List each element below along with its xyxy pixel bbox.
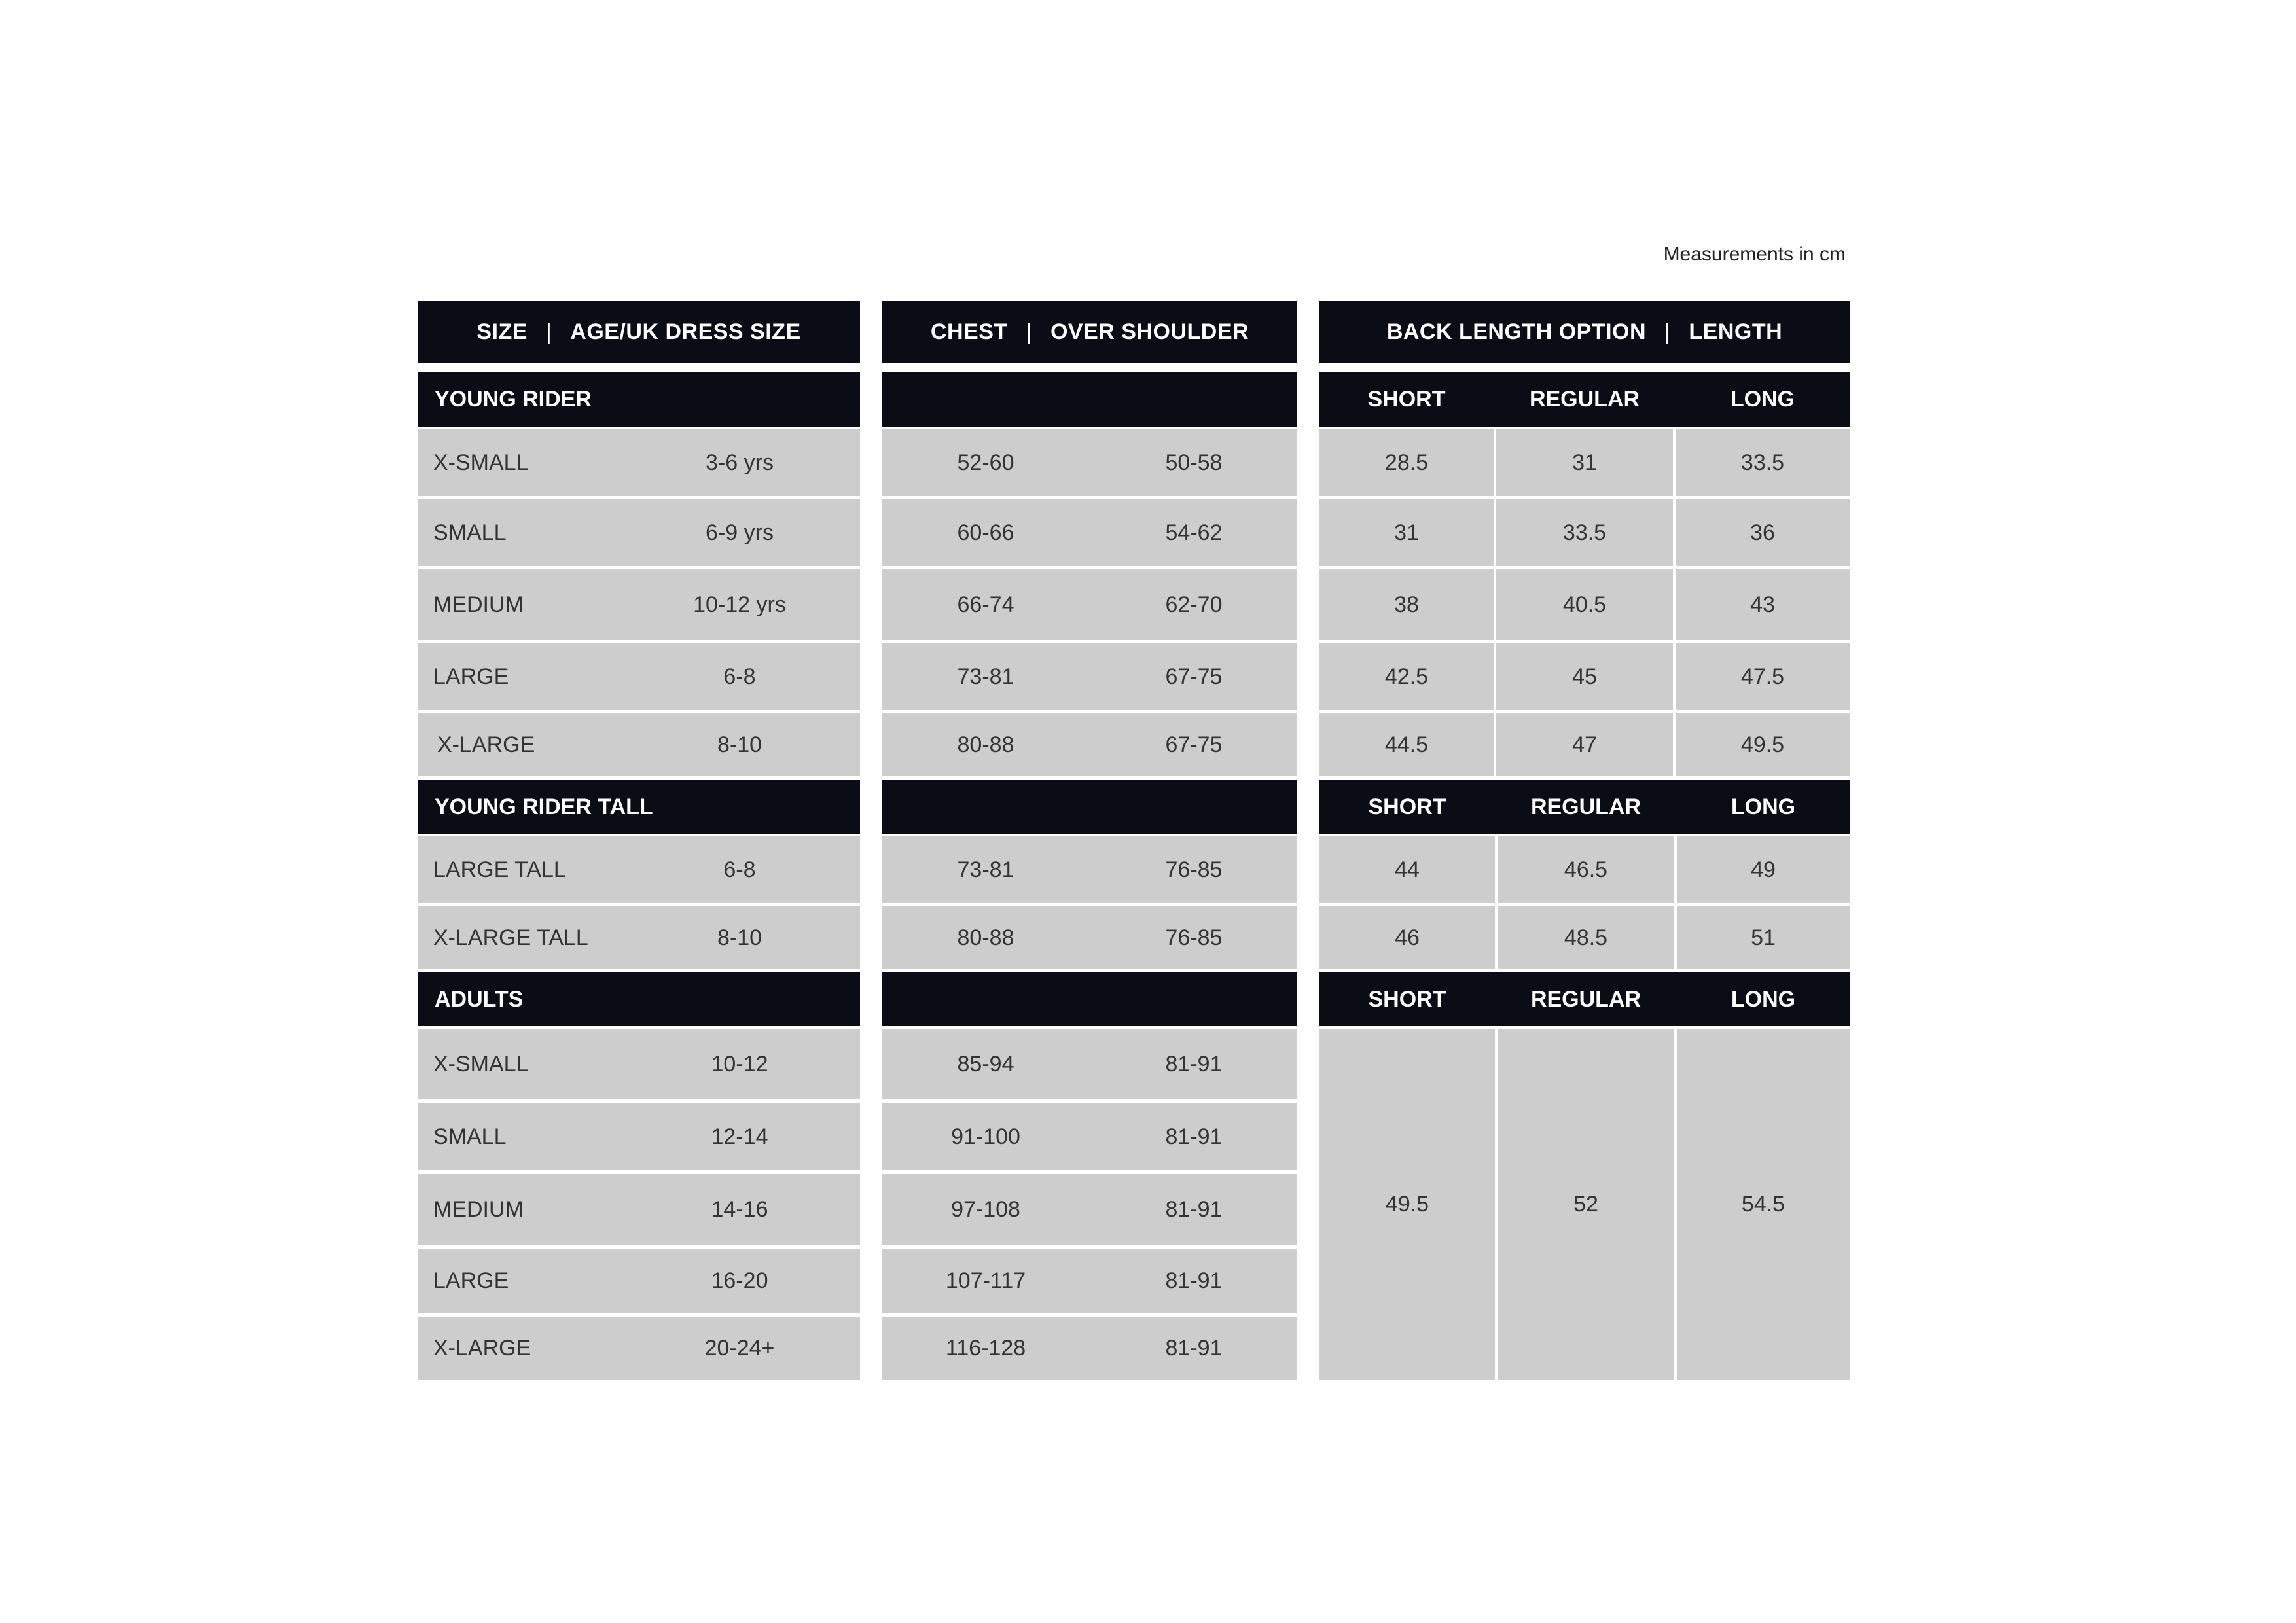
- cell-value: 10-12: [711, 1051, 768, 1077]
- adult-short-length-cell: [1319, 1029, 1495, 1380]
- size-column-header: [418, 301, 860, 363]
- cell-value: LARGE: [433, 664, 509, 689]
- measurement-unit-note: Measurements in cm: [1663, 243, 1846, 265]
- cell-value: 16-20: [711, 1268, 768, 1293]
- long-length-cell: [1676, 429, 1850, 496]
- chest-value: [882, 1029, 1089, 1099]
- short-length-cell: [1319, 713, 1494, 776]
- cell-value: MEDIUM: [433, 1196, 524, 1222]
- cell-value: SMALL: [433, 1124, 507, 1149]
- cell-value: 8-10: [717, 732, 762, 757]
- shoulder-value: [1090, 1103, 1297, 1170]
- cell-value: 51: [1751, 925, 1776, 950]
- cell-value: 52-60: [957, 450, 1014, 475]
- back-length-column-header: [1319, 301, 1850, 363]
- age-cell: [674, 836, 805, 903]
- chest-value: [882, 1317, 1089, 1380]
- size-header-label: SIZE: [476, 319, 528, 344]
- shoulder-header-label: OVER SHOULDER: [1050, 319, 1249, 344]
- shoulder-value: [1090, 1249, 1297, 1313]
- cell-value: 33.5: [1562, 520, 1607, 545]
- cell-value: X-SMALL: [433, 450, 529, 475]
- section-bar-chest: [882, 780, 1297, 834]
- short-length-cell: [1319, 643, 1494, 710]
- length-label-long: LONG: [1731, 794, 1796, 819]
- age-cell: [674, 1174, 805, 1245]
- cell-value: 67-75: [1165, 732, 1223, 757]
- cell-value: 60-66: [957, 520, 1014, 545]
- section-title-label: YOUNG RIDER: [435, 386, 592, 412]
- cell-value: X-SMALL: [433, 1051, 529, 1077]
- long-length-cell: [1677, 836, 1850, 903]
- cell-value: 91-100: [951, 1124, 1020, 1149]
- cell-value: 76-85: [1165, 925, 1223, 950]
- length-label-long: LONG: [1731, 986, 1796, 1012]
- section-title-young-rider-tall: [418, 780, 860, 834]
- long-length-cell: [1676, 569, 1850, 640]
- cell-value: 42.5: [1384, 664, 1429, 689]
- cell-value: 47.5: [1740, 664, 1785, 689]
- long-length-cell: [1676, 713, 1850, 776]
- cell-value: 31: [1572, 450, 1597, 475]
- header-separator: |: [1026, 319, 1032, 344]
- section-title-adults: [418, 972, 860, 1026]
- cell-value: 3-6 yrs: [706, 450, 774, 475]
- cell-value: LARGE: [433, 1268, 509, 1293]
- cell-value: 49.5: [1385, 1191, 1429, 1217]
- section-bar-chest: [882, 972, 1297, 1026]
- length-label-regular: REGULAR: [1530, 794, 1641, 819]
- shoulder-value: [1090, 1174, 1297, 1245]
- regular-length-cell: [1496, 713, 1673, 776]
- length-label-regular: REGULAR: [1530, 986, 1641, 1012]
- cell-value: 46.5: [1564, 857, 1608, 882]
- length-label-long: LONG: [1730, 386, 1795, 412]
- cell-value: 6-9 yrs: [706, 520, 774, 545]
- length-label-short: SHORT: [1368, 794, 1446, 819]
- cell-value: 81-91: [1165, 1051, 1223, 1077]
- chest-value: [882, 1174, 1089, 1245]
- chest-value: [882, 906, 1089, 969]
- length-header-label: LENGTH: [1689, 319, 1783, 344]
- age-cell: [674, 643, 805, 710]
- section-title-label: YOUNG RIDER TALL: [435, 794, 653, 819]
- cell-value: 31: [1394, 520, 1419, 545]
- shoulder-value: [1090, 429, 1297, 496]
- age-cell: [674, 429, 805, 496]
- cell-value: X-LARGE: [437, 732, 535, 757]
- short-length-cell: [1319, 429, 1494, 496]
- cell-value: 28.5: [1384, 450, 1429, 475]
- shoulder-value: [1090, 643, 1297, 710]
- short-length-cell: [1319, 836, 1495, 903]
- cell-value: 62-70: [1165, 592, 1223, 617]
- regular-length-cell: [1496, 499, 1673, 566]
- shoulder-value: [1090, 1029, 1297, 1099]
- shoulder-value: [1090, 1317, 1297, 1380]
- shoulder-value: [1090, 569, 1297, 640]
- length-label-regular: REGULAR: [1529, 386, 1640, 412]
- long-length-cell: [1676, 499, 1850, 566]
- shoulder-value: [1090, 836, 1297, 903]
- cell-value: 81-91: [1165, 1268, 1223, 1293]
- chest-value: [882, 429, 1089, 496]
- age-cell: [674, 713, 805, 776]
- long-length-cell: [1677, 906, 1850, 969]
- cell-value: 73-81: [957, 664, 1014, 689]
- cell-value: 6-8: [723, 857, 756, 882]
- age-cell: [674, 906, 805, 969]
- back-length-header-label: BACK LENGTH OPTION: [1386, 319, 1647, 344]
- cell-value: 43: [1750, 592, 1775, 617]
- chest-value: [882, 643, 1089, 710]
- cell-value: 45: [1572, 664, 1597, 689]
- cell-value: 48.5: [1564, 925, 1608, 950]
- cell-value: 116-128: [945, 1335, 1026, 1361]
- shoulder-value: [1090, 713, 1297, 776]
- cell-value: 54-62: [1165, 520, 1223, 545]
- short-length-cell: [1319, 906, 1495, 969]
- shoulder-value: [1090, 906, 1297, 969]
- cell-value: 12-14: [711, 1124, 768, 1149]
- age-header-label: AGE/UK DRESS SIZE: [570, 319, 801, 344]
- cell-value: 20-24+: [704, 1335, 775, 1361]
- shoulder-value: [1090, 499, 1297, 566]
- cell-value: 81-91: [1165, 1124, 1223, 1149]
- cell-value: 8-10: [717, 925, 762, 950]
- age-cell: [674, 1249, 805, 1313]
- cell-value: X-LARGE TALL: [433, 925, 588, 950]
- cell-value: 85-94: [957, 1051, 1014, 1077]
- cell-value: SMALL: [433, 520, 507, 545]
- cell-value: 49.5: [1740, 732, 1785, 757]
- cell-value: 66-74: [957, 592, 1014, 617]
- cell-value: 33.5: [1740, 450, 1785, 475]
- chest-value: [882, 1103, 1089, 1170]
- age-cell: [674, 499, 805, 566]
- long-length-cell: [1676, 643, 1850, 710]
- section-title-label: ADULTS: [435, 986, 524, 1012]
- cell-value: 44: [1395, 857, 1420, 882]
- section-title-young-rider: [418, 372, 860, 427]
- short-length-cell: [1319, 569, 1494, 640]
- cell-value: 81-91: [1165, 1335, 1223, 1361]
- adult-regular-length-cell: [1498, 1029, 1674, 1380]
- cell-value: 80-88: [957, 732, 1014, 757]
- cell-value: 80-88: [957, 925, 1014, 950]
- adult-long-length-cell: [1677, 1029, 1850, 1380]
- cell-value: 40.5: [1562, 592, 1607, 617]
- age-cell: [674, 1103, 805, 1170]
- cell-value: 50-58: [1165, 450, 1223, 475]
- chest-value: [882, 836, 1089, 903]
- short-length-cell: [1319, 499, 1494, 566]
- regular-length-cell: [1498, 836, 1674, 903]
- cell-value: 54.5: [1741, 1191, 1785, 1217]
- cell-value: 36: [1750, 520, 1775, 545]
- cell-value: X-LARGE: [433, 1335, 531, 1361]
- cell-value: 97-108: [951, 1196, 1020, 1222]
- cell-value: 38: [1394, 592, 1419, 617]
- length-label-short: SHORT: [1368, 986, 1446, 1012]
- cell-value: LARGE TALL: [433, 857, 566, 882]
- cell-value: 44.5: [1384, 732, 1429, 757]
- cell-value: 73-81: [957, 857, 1014, 882]
- age-cell: [674, 1317, 805, 1380]
- regular-length-cell: [1498, 906, 1674, 969]
- cell-value: 47: [1572, 732, 1597, 757]
- chest-column-header: [882, 301, 1297, 363]
- length-options-bar: [1319, 372, 1850, 427]
- length-options-bar: [1319, 780, 1850, 834]
- length-label-short: SHORT: [1367, 386, 1446, 412]
- header-separator: |: [545, 319, 552, 344]
- cell-value: 107-117: [945, 1268, 1026, 1293]
- regular-length-cell: [1496, 643, 1673, 710]
- age-cell: [674, 1029, 805, 1099]
- regular-length-cell: [1496, 429, 1673, 496]
- cell-value: 76-85: [1165, 857, 1223, 882]
- section-bar-chest: [882, 372, 1297, 427]
- chest-header-label: CHEST: [930, 319, 1008, 344]
- cell-value: 49: [1751, 857, 1776, 882]
- cell-value: 14-16: [711, 1196, 768, 1222]
- chest-value: [882, 499, 1089, 566]
- cell-value: 52: [1573, 1191, 1598, 1217]
- chest-value: [882, 713, 1089, 776]
- cell-value: 46: [1395, 925, 1420, 950]
- cell-value: 6-8: [723, 664, 756, 689]
- cell-value: 10-12 yrs: [693, 592, 786, 617]
- cell-value: 67-75: [1165, 664, 1223, 689]
- age-cell: [674, 569, 805, 640]
- chest-value: [882, 1249, 1089, 1313]
- regular-length-cell: [1496, 569, 1673, 640]
- header-separator: |: [1664, 319, 1671, 344]
- length-options-bar: [1319, 972, 1850, 1026]
- cell-value: 81-91: [1165, 1196, 1223, 1222]
- chest-value: [882, 569, 1089, 640]
- cell-value: MEDIUM: [433, 592, 524, 617]
